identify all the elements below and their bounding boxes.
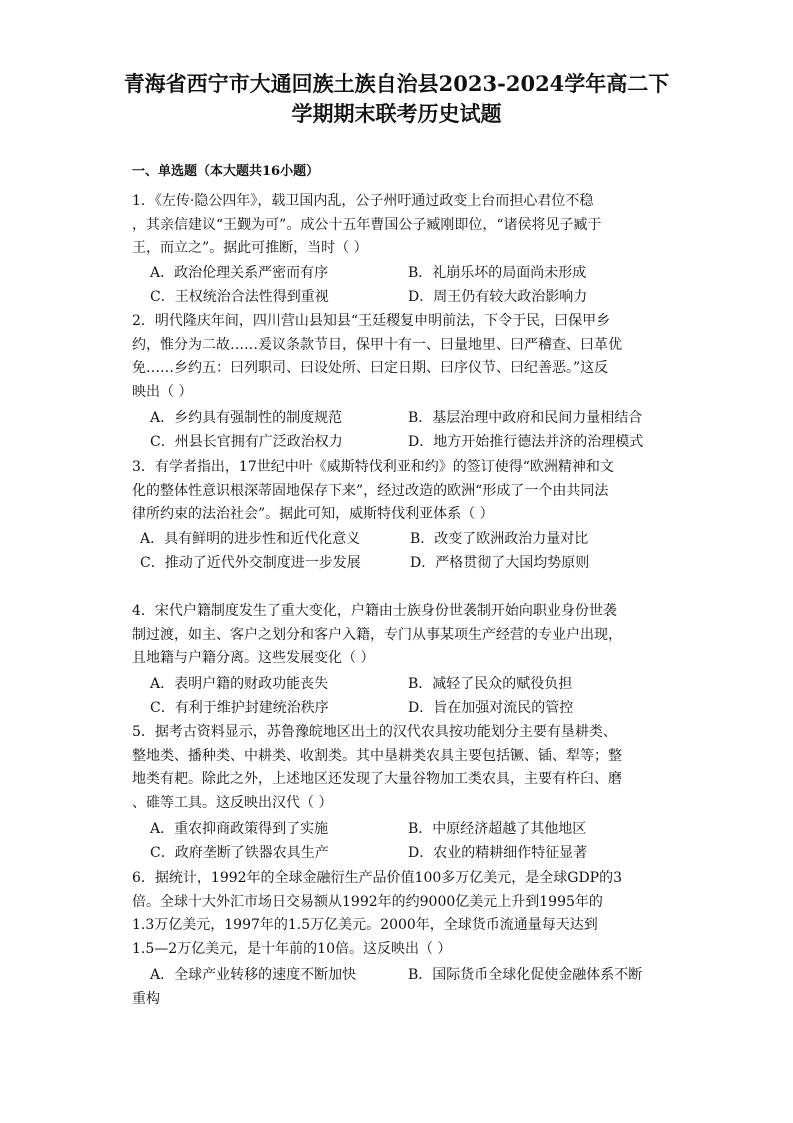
question-line: 整地类、播种类、中耕类、收割类。其中垦耕类农具主要包括镢、锸、犁等；整 bbox=[132, 747, 622, 764]
option-b: B．改变了欧洲政治力量对比 bbox=[410, 531, 589, 547]
question-line: 律所约束的法治社会”。据此可知，威斯特伐利亚体系（ ） bbox=[132, 506, 494, 523]
question-line: 化的整体性意识根深蒂固地保存下来”，经过改造的欧洲“形成了一个由共同法 bbox=[132, 482, 609, 499]
option-a: A．乡约具有强制性的制度规范 bbox=[150, 410, 343, 426]
option-c: C．有利于维护封建统治秩序 bbox=[150, 700, 329, 716]
option-a: A．具有鲜明的进步性和近代化意义 bbox=[140, 531, 361, 547]
question-1 bbox=[132, 190, 672, 261]
question-line: 且地籍与户籍分离。这些发展变化（ ） bbox=[132, 650, 375, 667]
option-b: B．基层治理中政府和民间力量相结合 bbox=[408, 410, 643, 426]
question-line: 1.5—2万亿美元，是十年前的10倍。这反映出（ ） bbox=[132, 940, 452, 957]
question-3 bbox=[132, 456, 672, 527]
question-4 bbox=[132, 600, 672, 671]
question-line: ，其亲信建议“王觐为可”。成公十五年曹国公子臧刚即位，“诸侯将见子臧于 bbox=[132, 216, 602, 233]
question-line: 王，而立之”。据此可推断，当时（ ） bbox=[132, 240, 368, 257]
option-c: C．王权统治合法性得到重视 bbox=[150, 289, 329, 305]
option-d: D．地方开始推行德法并济的治理模式 bbox=[408, 434, 644, 450]
question-5 bbox=[132, 721, 672, 815]
option-d: D．旨在加强对流民的管控 bbox=[408, 700, 574, 716]
question-line: 免……乡约五：曰列职司、曰设处所、曰定日期、曰序仪节、曰纪善恶。”这反 bbox=[132, 360, 609, 377]
option-a: A．重农抑商政策得到了实施 bbox=[150, 821, 329, 837]
option-b-continuation: 重构 bbox=[132, 991, 160, 1007]
question-line: 5．据考古资料显示，苏鲁豫皖地区出土的汉代农具按功能划分主要有垦耕类、 bbox=[132, 724, 617, 740]
question-6 bbox=[132, 867, 672, 961]
question-line: 4．宋代户籍制度发生了重大变化，户籍由士族身份世袭制开始向职业身份世袭 bbox=[132, 603, 617, 619]
question-line: 、碓等工具。这反映出汉代（ ） bbox=[132, 794, 333, 811]
option-c: C．州县长官拥有广泛政治权力 bbox=[150, 434, 343, 450]
option-d: D．农业的精耕细作特征显著 bbox=[408, 845, 588, 861]
question-line: 约，惟分为二故……爰议条款节目，保甲十有一、曰量地里、曰严稽查、曰革优 bbox=[132, 336, 622, 353]
option-b: B．中原经济超越了其他地区 bbox=[408, 821, 587, 837]
option-b: B．减轻了民众的赋役负担 bbox=[408, 676, 573, 692]
question-line: 1．《左传·隐公四年》，载卫国内乱，公子州吁通过政变上台而担心君位不稳 bbox=[132, 193, 594, 209]
section-heading: 一、单选题（本大题共16小题） bbox=[132, 164, 320, 179]
question-line: 映出（ ） bbox=[132, 383, 193, 400]
doc-title-line1: 青海省西宁市大通回族土族自治县2023-2024学年高二下 bbox=[123, 71, 670, 96]
question-line: 2．明代隆庆年间，四川营山县知县“王廷稷复申明前法，下令于民，曰保甲乡 bbox=[132, 313, 611, 329]
option-a: A．表明户籍的财政功能丧失 bbox=[150, 676, 329, 692]
question-line: 3．有学者指出，17世纪中叶《威斯特伐利亚和约》的签订使得“欧洲精神和文 bbox=[132, 459, 614, 475]
option-d: D．周王仍有较大政治影响力 bbox=[408, 289, 588, 305]
option-a: A．政治伦理关系严密而有序 bbox=[150, 265, 329, 281]
option-d: D．严格贯彻了大国均势原则 bbox=[410, 555, 590, 571]
question-2 bbox=[132, 310, 672, 404]
option-c: C．政府垄断了铁器农具生产 bbox=[150, 845, 329, 861]
question-line: 倍。全球十大外汇市场日交易额从1992年的约9000亿美元上升到1995年的 bbox=[132, 893, 603, 910]
option-b: B．国际货币全球化促使金融体系不断 bbox=[408, 967, 643, 983]
doc-title-line2: 学期期末联考历史试题 bbox=[291, 101, 502, 126]
option-a: A．全球产业转移的速度不断加快 bbox=[150, 967, 357, 983]
question-line: 地类有耙。除此之外，上述地区还发现了大量谷物加工类农具，主要有杵臼、磨 bbox=[132, 771, 622, 788]
question-line: 6．据统计，1992年的全球金融衍生产品价值100多万亿美元，是全球GDP的3 bbox=[132, 870, 622, 886]
option-c: C．推动了近代外交制度进一步发展 bbox=[140, 555, 361, 571]
question-line: 制过渡，如主、客户之划分和客户入籍，专门从事某项生产经营的专业户出现， bbox=[132, 626, 622, 643]
option-b: B．礼崩乐坏的局面尚未形成 bbox=[408, 265, 587, 281]
question-line: 1.3万亿美元，1997年的1.5万亿美元。2000年，全球货币流通量每天达到 bbox=[132, 917, 598, 934]
